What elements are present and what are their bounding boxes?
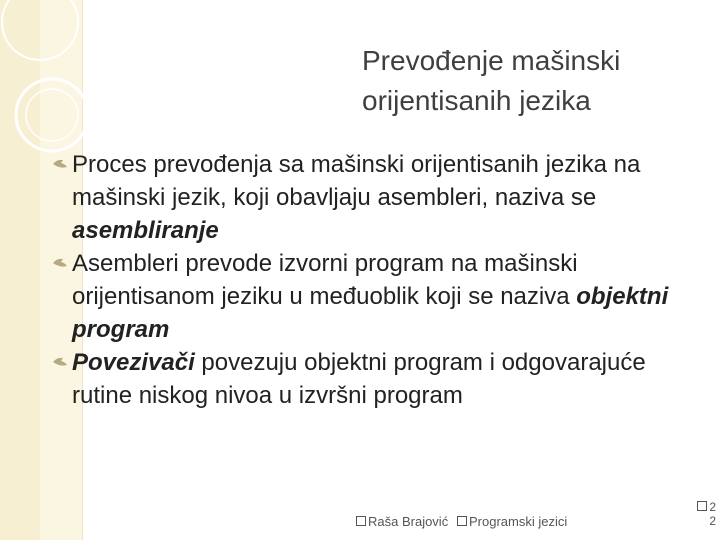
bullet-1-text: jezika na mašinski jezik, koji obavljaju asembleri, naziva se: [72, 151, 641, 211]
footer-author-text: Raša Brajović: [368, 514, 449, 529]
page-number-top: 2: [709, 500, 716, 514]
bullet-2-lead: Asembleri prevode izvorni program na mašinski: [72, 250, 578, 277]
checkbox-icon: [457, 516, 467, 526]
title-line-1: Prevođenje mašinski: [362, 45, 621, 76]
bullet-list: [52, 148, 692, 412]
bullet-2-term: objektni program: [72, 283, 669, 343]
bullet-1-term: asembliranje: [72, 217, 219, 244]
bullet-3-term: Povezivači: [72, 349, 195, 376]
bullet-item-3: [52, 346, 692, 412]
page-number: [688, 500, 716, 528]
slide-title: [362, 41, 702, 121]
bullet-item-1: [52, 148, 692, 247]
footer-course-text: Programski jezici: [469, 514, 568, 529]
bullet-icon: [52, 257, 68, 269]
bullet-2-text: orijentisanom jeziku u međuoblik koji se naziva: [72, 283, 577, 310]
title-line-2: orijentisanih jezika: [362, 85, 591, 116]
decorative-circles-icon: [0, 0, 120, 170]
checkbox-icon: [697, 501, 707, 511]
bullet-3-text: povezuju objektni program i odgovarajuće rutine niskog nivoa u izvršni program: [72, 349, 646, 409]
bullet-1-lead: Proces prevođenja sa mašinski orijentisanih: [72, 151, 539, 178]
footer-course: [457, 514, 567, 529]
bullet-icon: [52, 356, 68, 368]
footer-author: [356, 514, 448, 529]
checkbox-icon: [356, 516, 366, 526]
bullet-item-2: [52, 247, 692, 346]
page-number-bottom: 2: [709, 514, 716, 528]
bullet-icon: [52, 158, 68, 170]
